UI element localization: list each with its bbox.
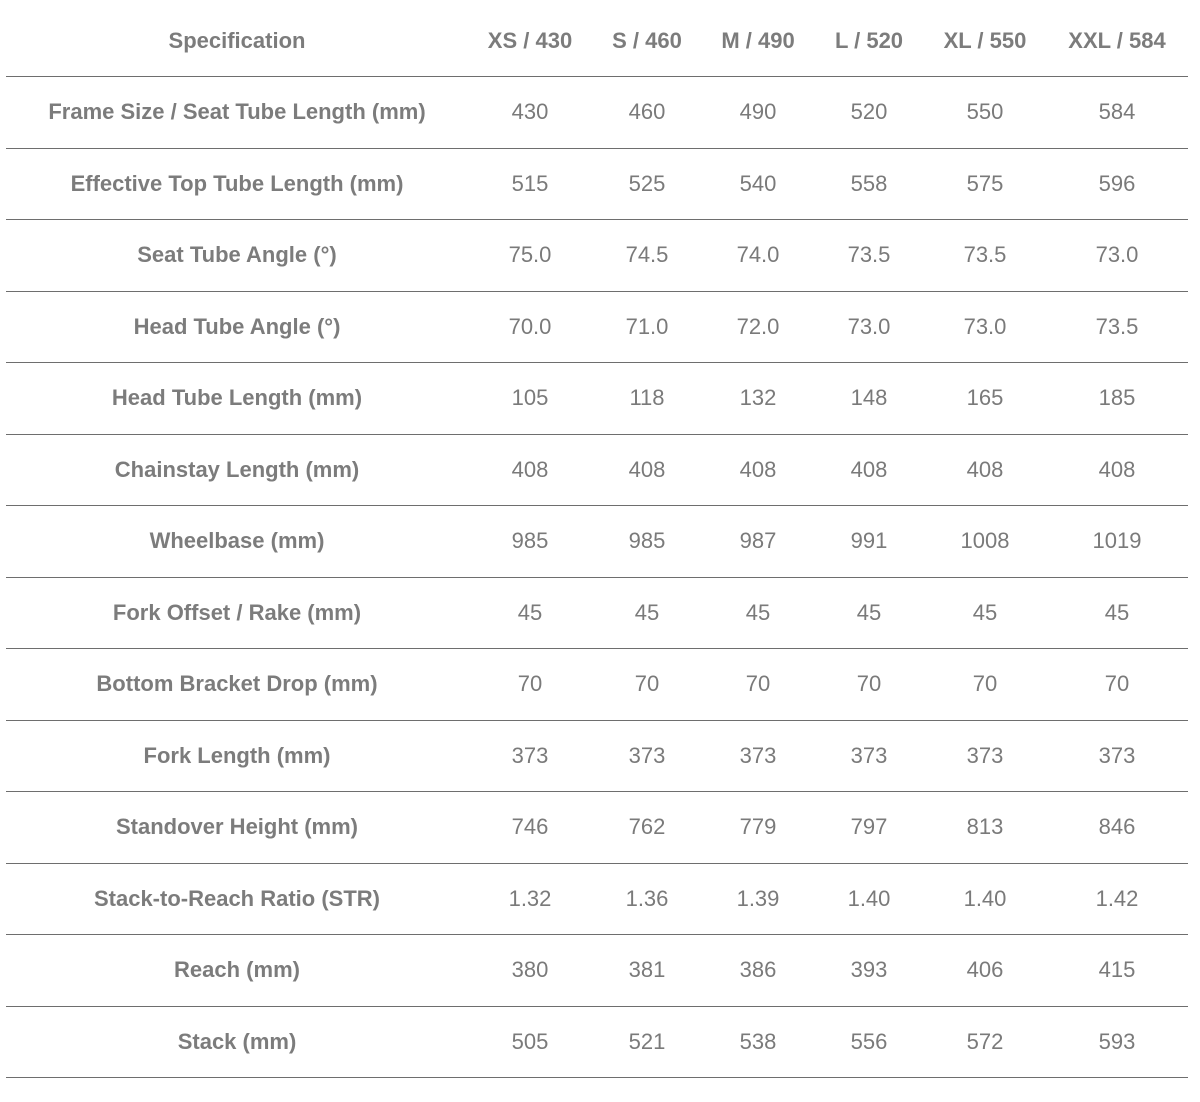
table-cell: 70 bbox=[924, 649, 1046, 721]
table-row bbox=[6, 506, 1188, 578]
row-label: Chainstay Length (mm) bbox=[6, 434, 468, 506]
header-size-xl: XL / 550 bbox=[924, 6, 1046, 77]
table-cell: 746 bbox=[468, 792, 592, 864]
table-row bbox=[6, 720, 1188, 792]
table-cell: 430 bbox=[468, 77, 592, 149]
table-cell: 408 bbox=[702, 434, 814, 506]
table-cell: 846 bbox=[1046, 792, 1188, 864]
row-label: Fork Length (mm) bbox=[6, 720, 468, 792]
table-cell: 373 bbox=[814, 720, 924, 792]
table-row bbox=[6, 649, 1188, 721]
table-cell: 987 bbox=[702, 506, 814, 578]
table-cell: 73.0 bbox=[814, 291, 924, 363]
table-cell: 74.0 bbox=[702, 220, 814, 292]
table-cell: 408 bbox=[592, 434, 702, 506]
table-cell: 73.5 bbox=[814, 220, 924, 292]
table-cell: 373 bbox=[468, 720, 592, 792]
table-cell: 70.0 bbox=[468, 291, 592, 363]
row-label: Wheelbase (mm) bbox=[6, 506, 468, 578]
table-cell: 1.36 bbox=[592, 863, 702, 935]
header-size-l: L / 520 bbox=[814, 6, 924, 77]
table-cell: 813 bbox=[924, 792, 1046, 864]
table-cell: 73.5 bbox=[924, 220, 1046, 292]
row-label: Seat Tube Angle (°) bbox=[6, 220, 468, 292]
table-row bbox=[6, 577, 1188, 649]
table-cell: 558 bbox=[814, 148, 924, 220]
table-cell: 373 bbox=[592, 720, 702, 792]
table-row bbox=[6, 863, 1188, 935]
table-cell: 540 bbox=[702, 148, 814, 220]
table-cell: 70 bbox=[468, 649, 592, 721]
table-cell: 1008 bbox=[924, 506, 1046, 578]
table-cell: 584 bbox=[1046, 77, 1188, 149]
table-cell: 165 bbox=[924, 363, 1046, 435]
row-label: Standover Height (mm) bbox=[6, 792, 468, 864]
table-cell: 596 bbox=[1046, 148, 1188, 220]
table-cell: 386 bbox=[702, 935, 814, 1007]
table-row bbox=[6, 792, 1188, 864]
table-cell: 70 bbox=[592, 649, 702, 721]
header-size-m: M / 490 bbox=[702, 6, 814, 77]
row-label: Head Tube Angle (°) bbox=[6, 291, 468, 363]
table-cell: 74.5 bbox=[592, 220, 702, 292]
table-cell: 45 bbox=[702, 577, 814, 649]
table-cell: 408 bbox=[924, 434, 1046, 506]
table-cell: 538 bbox=[702, 1006, 814, 1078]
header-size-xs: XS / 430 bbox=[468, 6, 592, 77]
table-cell: 1.40 bbox=[814, 863, 924, 935]
table-cell: 72.0 bbox=[702, 291, 814, 363]
table-cell: 45 bbox=[814, 577, 924, 649]
table-cell: 73.0 bbox=[924, 291, 1046, 363]
table-row bbox=[6, 1006, 1188, 1078]
table-cell: 408 bbox=[468, 434, 592, 506]
table-cell: 991 bbox=[814, 506, 924, 578]
table-cell: 373 bbox=[702, 720, 814, 792]
table-cell: 73.0 bbox=[1046, 220, 1188, 292]
table-cell: 1.42 bbox=[1046, 863, 1188, 935]
table-cell: 593 bbox=[1046, 1006, 1188, 1078]
row-label: Effective Top Tube Length (mm) bbox=[6, 148, 468, 220]
table-cell: 515 bbox=[468, 148, 592, 220]
table-cell: 779 bbox=[702, 792, 814, 864]
table-cell: 132 bbox=[702, 363, 814, 435]
table-cell: 406 bbox=[924, 935, 1046, 1007]
table-cell: 380 bbox=[468, 935, 592, 1007]
table-cell: 520 bbox=[814, 77, 924, 149]
table-cell: 460 bbox=[592, 77, 702, 149]
table-cell: 1.39 bbox=[702, 863, 814, 935]
table-cell: 521 bbox=[592, 1006, 702, 1078]
table-cell: 45 bbox=[924, 577, 1046, 649]
table-cell: 45 bbox=[1046, 577, 1188, 649]
row-label: Fork Offset / Rake (mm) bbox=[6, 577, 468, 649]
geometry-table-container bbox=[6, 6, 1188, 1078]
table-cell: 985 bbox=[592, 506, 702, 578]
table-cell: 373 bbox=[1046, 720, 1188, 792]
row-label: Frame Size / Seat Tube Length (mm) bbox=[6, 77, 468, 149]
table-cell: 373 bbox=[924, 720, 1046, 792]
header-size-xxl: XXL / 584 bbox=[1046, 6, 1188, 77]
header-row bbox=[6, 6, 1188, 77]
table-cell: 408 bbox=[1046, 434, 1188, 506]
row-label: Stack-to-Reach Ratio (STR) bbox=[6, 863, 468, 935]
table-cell: 415 bbox=[1046, 935, 1188, 1007]
table-cell: 797 bbox=[814, 792, 924, 864]
table-cell: 71.0 bbox=[592, 291, 702, 363]
table-row bbox=[6, 220, 1188, 292]
table-row bbox=[6, 77, 1188, 149]
table-row bbox=[6, 434, 1188, 506]
table-cell: 408 bbox=[814, 434, 924, 506]
table-cell: 148 bbox=[814, 363, 924, 435]
table-cell: 393 bbox=[814, 935, 924, 1007]
table-cell: 45 bbox=[468, 577, 592, 649]
table-cell: 75.0 bbox=[468, 220, 592, 292]
table-cell: 575 bbox=[924, 148, 1046, 220]
table-row bbox=[6, 363, 1188, 435]
table-cell: 185 bbox=[1046, 363, 1188, 435]
table-header bbox=[6, 6, 1188, 77]
table-cell: 985 bbox=[468, 506, 592, 578]
table-cell: 572 bbox=[924, 1006, 1046, 1078]
table-cell: 45 bbox=[592, 577, 702, 649]
table-cell: 1019 bbox=[1046, 506, 1188, 578]
table-cell: 70 bbox=[814, 649, 924, 721]
table-cell: 105 bbox=[468, 363, 592, 435]
table-cell: 70 bbox=[1046, 649, 1188, 721]
table-cell: 70 bbox=[702, 649, 814, 721]
header-specification: Specification bbox=[6, 6, 468, 77]
row-label: Head Tube Length (mm) bbox=[6, 363, 468, 435]
table-cell: 550 bbox=[924, 77, 1046, 149]
table-cell: 556 bbox=[814, 1006, 924, 1078]
table-row bbox=[6, 935, 1188, 1007]
table-cell: 1.32 bbox=[468, 863, 592, 935]
table-cell: 490 bbox=[702, 77, 814, 149]
table-body bbox=[6, 77, 1188, 1078]
table-cell: 762 bbox=[592, 792, 702, 864]
table-row bbox=[6, 291, 1188, 363]
table-cell: 1.40 bbox=[924, 863, 1046, 935]
table-row bbox=[6, 148, 1188, 220]
table-cell: 505 bbox=[468, 1006, 592, 1078]
table-cell: 118 bbox=[592, 363, 702, 435]
row-label: Bottom Bracket Drop (mm) bbox=[6, 649, 468, 721]
header-size-s: S / 460 bbox=[592, 6, 702, 77]
table-cell: 73.5 bbox=[1046, 291, 1188, 363]
geometry-table bbox=[6, 6, 1188, 1078]
row-label: Reach (mm) bbox=[6, 935, 468, 1007]
table-cell: 525 bbox=[592, 148, 702, 220]
row-label: Stack (mm) bbox=[6, 1006, 468, 1078]
table-cell: 381 bbox=[592, 935, 702, 1007]
